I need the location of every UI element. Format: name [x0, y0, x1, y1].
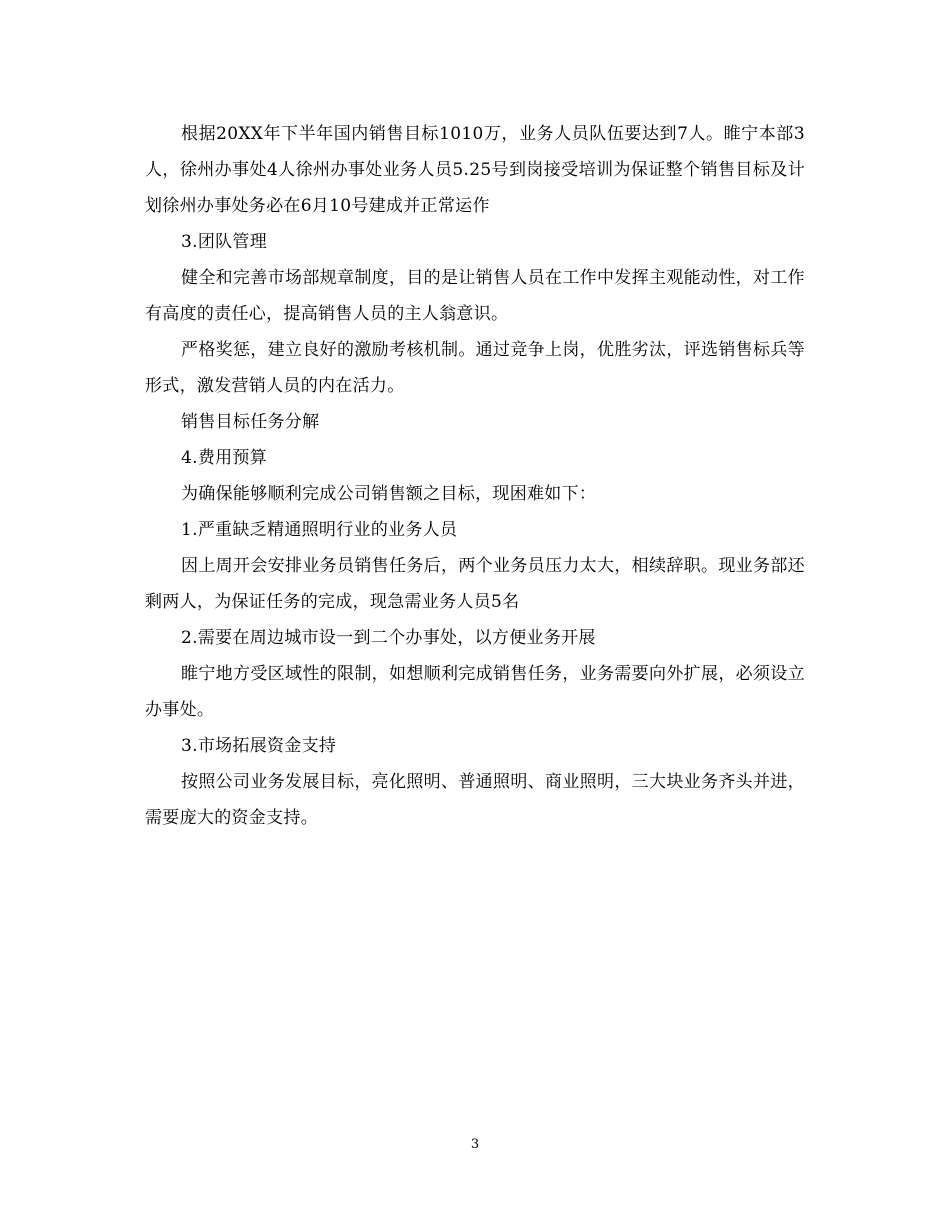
paragraph-difficulties-intro: 为确保能够顺利完成公司销售额之目标，现困难如下：: [181, 484, 597, 504]
heading-budget: 4.费用预算: [181, 448, 268, 468]
heading-team-management: 3.团队管理: [181, 232, 268, 252]
paragraph-rules: 健全和完善市场部规章制度，目的是让销售人员在工作中发挥主观能动性，对工作有高度的责任心，提高销售人员的主人翁意识。: [145, 268, 805, 324]
heading-difficulty-1: 1.严重缺乏精通照明行业的业务人员: [181, 520, 458, 540]
paragraph-staff-shortage: 因上周开会安排业务员销售任务后，两个业务员压力太大，相续辞职。现业务部还剩两人，为保证任务的完成，现急需业务人员5名: [145, 556, 805, 612]
body-text: [145, 116, 805, 836]
paragraph-funding: 按照公司业务发展目标，亮化照明、普通照明、商业照明，三大块业务齐头并进，需要庞大的资金支持。: [145, 772, 805, 828]
paragraph-incentives: 严格奖惩，建立良好的激励考核机制。通过竞争上岗，优胜劣汰，评选销售标兵等形式，激发营销人员的内在活力。: [145, 340, 805, 396]
heading-difficulty-3: 3.市场拓展资金支持: [181, 736, 337, 756]
paragraph-offices: 睢宁地方受区域性的限制，如想顺利完成销售任务，业务需要向外扩展，必须设立办事处。: [145, 664, 805, 720]
page-number: 3: [470, 1137, 480, 1152]
paragraph-recruitment-plan: 根据20XX年下半年国内销售目标1010万，业务人员队伍要达到7人。睢宁本部3人，徐州办事处4人徐州办事处业务人员5.25号到岗接受培训为保证整个销售目标及计划徐州办事处务必在6月10号建成并正常运作: [145, 124, 805, 216]
heading-target-breakdown: 销售目标任务分解: [181, 412, 320, 432]
heading-difficulty-2: 2.需要在周边城市设一到二个办事处，以方便业务开展: [181, 628, 596, 648]
